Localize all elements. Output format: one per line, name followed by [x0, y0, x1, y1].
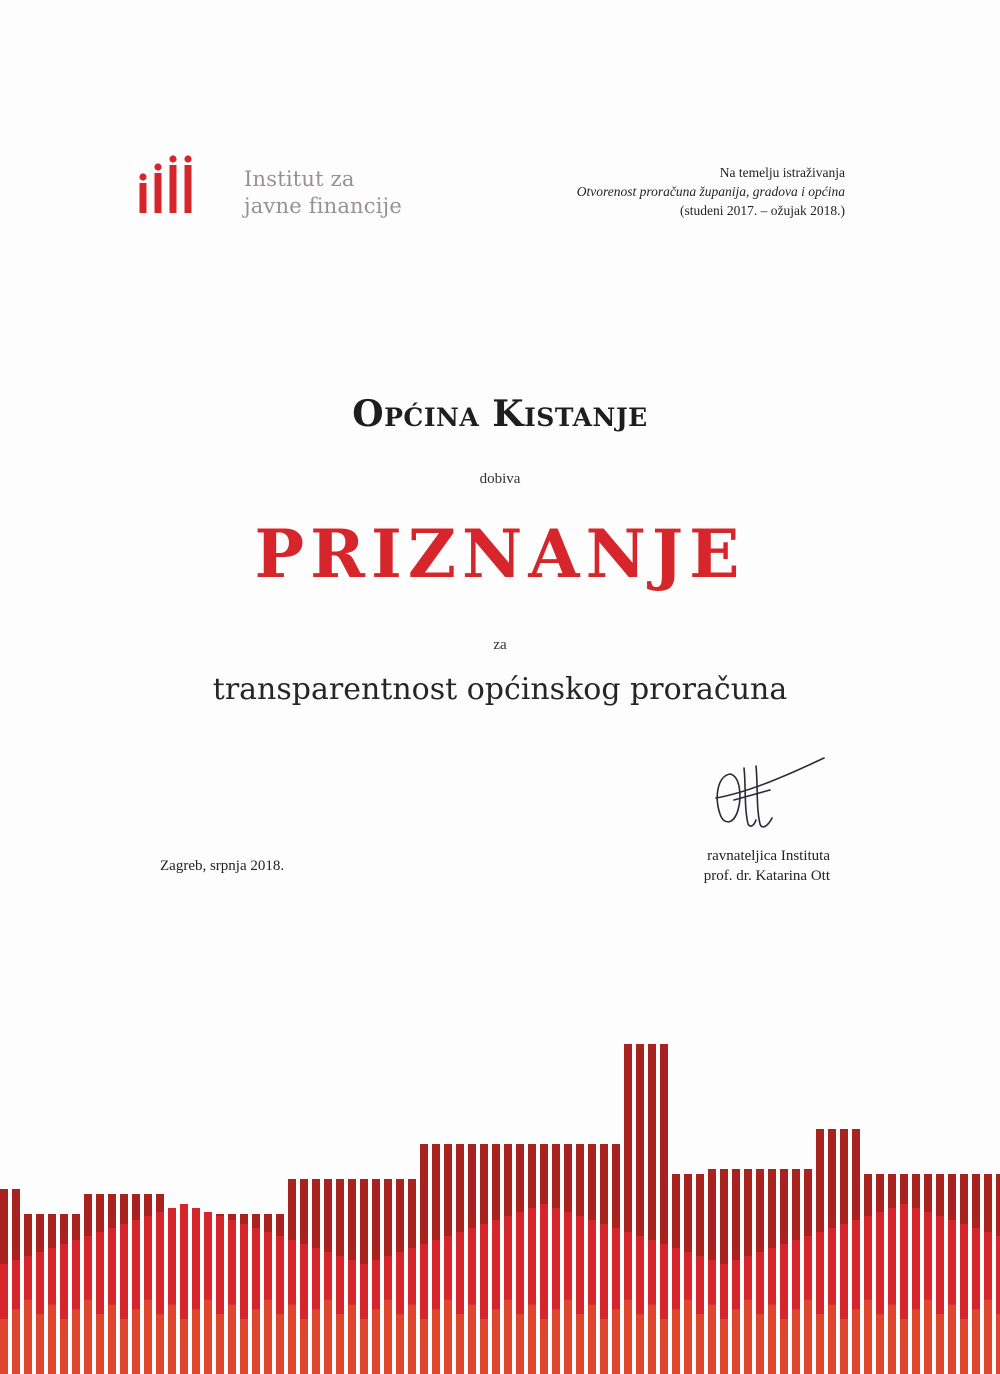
skyline-bar-front [612, 1309, 620, 1374]
signer-block [704, 846, 830, 886]
skyline-bar-front [888, 1305, 896, 1374]
institute-logo [136, 152, 198, 218]
skyline-bar-front [60, 1319, 68, 1374]
place-date: Zagreb, srpnja 2018. [160, 858, 285, 874]
skyline-bar-front [960, 1319, 968, 1374]
skyline-bar-front [444, 1300, 452, 1374]
skyline-bar-front [504, 1300, 512, 1374]
award-reason: transparentnost općinskog proračuna [212, 672, 788, 707]
skyline-bar-front [12, 1309, 20, 1374]
preposition-text: za [493, 637, 507, 653]
institute-name [244, 166, 402, 220]
skyline-bar-front [168, 1305, 176, 1374]
skyline-bar-front [576, 1314, 584, 1374]
skyline-bar-front [120, 1319, 128, 1374]
verb-text: dobiva [479, 471, 521, 487]
skyline-bar-front [516, 1314, 524, 1374]
skyline-bar-front [492, 1309, 500, 1374]
skyline-bar-front [468, 1305, 476, 1374]
skyline-bar-front [864, 1300, 872, 1374]
skyline-bar-front [396, 1314, 404, 1374]
skyline-bar-front [324, 1300, 332, 1374]
skyline-bar-front [384, 1300, 392, 1374]
signer-name: prof. dr. Katarina Ott [703, 868, 830, 884]
skyline-bar-front [24, 1300, 32, 1374]
skyline-bar-front [228, 1305, 236, 1374]
skyline-bar-front [624, 1300, 632, 1374]
skyline-bar-front [636, 1314, 644, 1374]
skyline-bar-front [732, 1309, 740, 1374]
skyline-bar-front [336, 1314, 344, 1374]
skyline-bar-front [648, 1305, 656, 1374]
institute-name-line2: javne financije [244, 194, 402, 218]
skyline-bar-front [156, 1314, 164, 1374]
institute-name-line1: Institut za [244, 167, 355, 191]
skyline-bar-front [924, 1300, 932, 1374]
skyline-bar-front [216, 1314, 224, 1374]
skyline-bar-front [588, 1305, 596, 1374]
skyline-bar-front [180, 1319, 188, 1374]
skyline-bar-front [348, 1305, 356, 1374]
skyline-bar-front [804, 1300, 812, 1374]
skyline-bar-front [708, 1305, 716, 1374]
skyline-bar-front [48, 1305, 56, 1374]
signature [700, 752, 830, 838]
skyline-bar-front [600, 1319, 608, 1374]
award-title: PRIZNANJE [254, 515, 746, 593]
skyline-bar-front [360, 1319, 368, 1374]
skyline-bar-front [312, 1309, 320, 1374]
skyline-bar-front [756, 1314, 764, 1374]
skyline-bar-front [936, 1314, 944, 1374]
recipient-name: Općina Kistanje [352, 393, 648, 435]
skyline-bar-front [900, 1319, 908, 1374]
skyline-bar-front [684, 1300, 692, 1374]
skyline-bar-front [816, 1314, 824, 1374]
skyline-bar-front [984, 1300, 992, 1374]
research-intro: Na temelju istraživanja [719, 165, 845, 180]
skyline-bar-front [972, 1309, 980, 1374]
skyline-bar-front [456, 1314, 464, 1374]
skyline-bar-front [36, 1314, 44, 1374]
skyline-bar-front [672, 1309, 680, 1374]
skyline-bar-front [840, 1319, 848, 1374]
skyline-bar-front [144, 1300, 152, 1374]
skyline-bar-front [948, 1305, 956, 1374]
skyline-bar-front [372, 1309, 380, 1374]
skyline-bar-front [96, 1314, 104, 1374]
skyline-bar-front [288, 1305, 296, 1374]
skyline-bar-front [744, 1300, 752, 1374]
skyline-bar-front [780, 1319, 788, 1374]
skyline-bar-front [480, 1319, 488, 1374]
skyline-bar-front [768, 1305, 776, 1374]
skyline-bar-front [204, 1300, 212, 1374]
skyline-bar-front [84, 1300, 92, 1374]
research-reference [577, 163, 845, 220]
skyline-bar-front [564, 1300, 572, 1374]
skyline-bar-front [0, 1319, 8, 1374]
skyline-bar-front [252, 1309, 260, 1374]
skyline-bar-front [852, 1309, 860, 1374]
skyline-bar-front [240, 1319, 248, 1374]
skyline-bar-front [108, 1305, 116, 1374]
decorative-bar-skyline [0, 1030, 1000, 1374]
skyline-bar-front [792, 1309, 800, 1374]
skyline-bar-front [660, 1319, 668, 1374]
skyline-bar-front [528, 1305, 536, 1374]
skyline-bar-front [264, 1300, 272, 1374]
skyline-bar-front [408, 1305, 416, 1374]
skyline-bar-front [132, 1309, 140, 1374]
skyline-bar-front [72, 1309, 80, 1374]
skyline-bar-front [912, 1309, 920, 1374]
skyline-bar-front [720, 1319, 728, 1374]
skyline-bar-front [876, 1314, 884, 1374]
skyline-bar-front [996, 1314, 1000, 1374]
research-period: (studeni 2017. – ožujak 2018.) [680, 203, 845, 218]
skyline-bar-front [300, 1319, 308, 1374]
skyline-bar-front [540, 1319, 548, 1374]
skyline-bar-front [420, 1319, 428, 1374]
skyline-bar-front [192, 1309, 200, 1374]
skyline-bar-front [828, 1305, 836, 1374]
skyline-bar-front [276, 1314, 284, 1374]
skyline-bar-front [696, 1314, 704, 1374]
signer-role: ravnateljica Instituta [707, 848, 830, 864]
research-title: Otvorenost proračuna županija, gradova i općina [576, 184, 845, 199]
skyline-bar-front [432, 1309, 440, 1374]
skyline-bar-front [552, 1309, 560, 1374]
